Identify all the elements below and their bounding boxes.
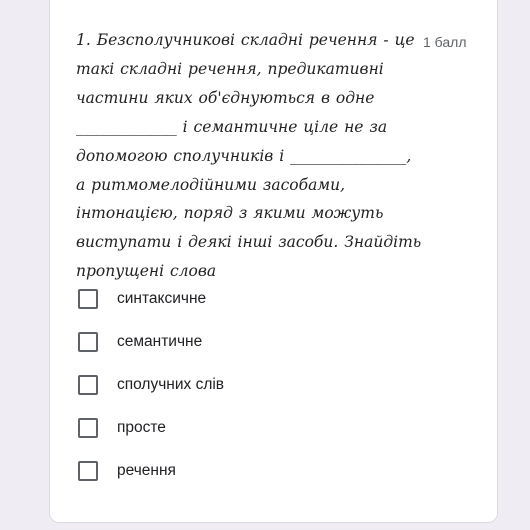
option-sintaksychne[interactable] [78,277,224,320]
checkbox[interactable] [78,332,98,352]
option-label: просте [117,419,166,437]
option-spoluchnykh-sliv[interactable] [78,363,224,406]
option-rechennia[interactable] [78,450,224,493]
question-text: 1. Безсполучникові складні речення - це такі складні речення, предикативні частини яких об'єднуються в одне _____________ і семантичне ціле не за допомогою сполучників і _______________, а ритмомелодійними засобами, інтонацією, поряд з якими можуть виступати і деякі інші засоби. Знайдіть пропущені слова [76,31,422,281]
option-semantychne[interactable] [78,320,224,363]
points-label: 1 балл [423,34,467,50]
option-label: семантичне [117,332,203,350]
option-proste[interactable] [78,407,224,450]
option-label: речення [117,462,176,480]
checkbox[interactable] [78,418,98,438]
option-label: сполучних слів [117,375,225,393]
checkbox[interactable] [78,461,98,481]
option-label: синтаксичне [117,289,207,307]
options-list [78,277,224,493]
checkbox[interactable] [78,289,98,309]
checkbox[interactable] [78,375,98,395]
